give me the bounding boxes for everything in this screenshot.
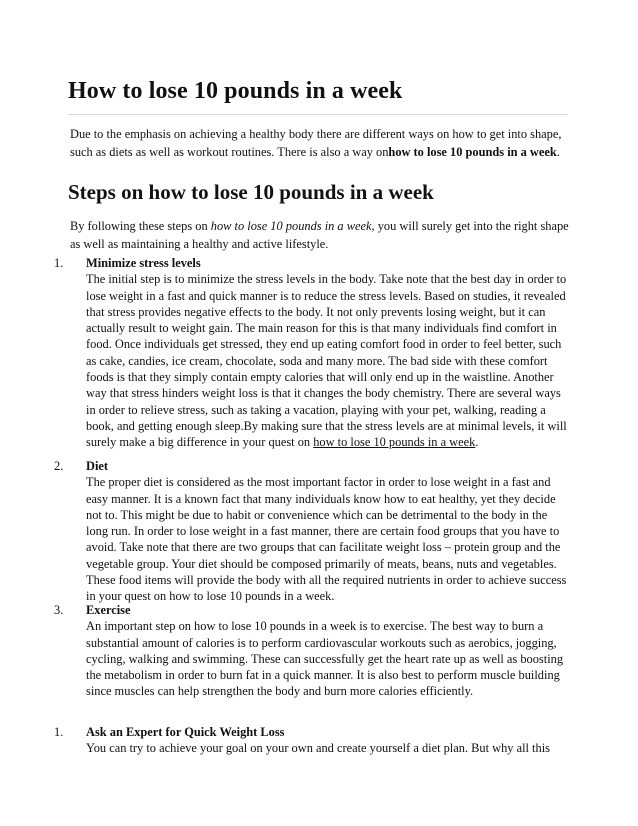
step-body: [86, 458, 570, 605]
step-text: The proper diet is considered as the most important factor in order to lose weight in a fast and easy manner. It is a known fact that many individuals know how to eat healthy, yet they decide not to. This might be due to habit or convenience which can be detrimental to the body in the long run. In order to lose weight in a fast manner, there are certain food groups that you have to avoid. Take note that there are two groups that can facilitate weight loss – protein group and the vegetable group. Your diet should be composed primarily of meats, beans, nuts and vegetables. These food items will provide the body with all the required nutrients in order to achieve success in your quest on how to lose 10 pounds in a week.: [86, 475, 567, 604]
list-number: 1.: [54, 256, 64, 270]
step-text: You can try to achieve your goal on your own and create yourself a diet plan. But why all this: [86, 741, 550, 756]
step-link[interactable]: how to lose 10 pounds in a week: [313, 435, 476, 450]
title-divider: [68, 114, 568, 115]
intro-bold-phrase: how to lose 10 pounds in a week: [388, 145, 557, 160]
step-body: [86, 724, 570, 757]
step-title: Exercise: [86, 603, 131, 617]
intro-end: .: [556, 145, 560, 160]
list-number: 3.: [54, 603, 64, 617]
lead-italic-phrase: how to lose 10 pounds in a week: [210, 219, 372, 233]
intro-paragraph: [70, 125, 570, 162]
list-number: 2.: [54, 459, 64, 473]
step-text: An important step on how to lose 10 pounds in a week is to exercise. The best way to burn a substantial amount of calories is to perform cardiovascular workouts such as aerobics, jogging, cycling, walking and swimming. These can successfully get the heart rate up as well as boosting the metabolism in order to burn fat in a quick manner. It is also best to perform muscle building since muscles can help strengthen the body and burn more calories efficiently.: [86, 619, 564, 699]
lead-after: , you will surely get into the right shape as well as maintaining a healthy and active lifestyle.: [70, 219, 569, 252]
step-body: [86, 602, 570, 700]
step-title: Ask an Expert for Quick Weight Loss: [86, 725, 285, 739]
steps-heading: Steps on how to lose 10 pounds in a week: [68, 180, 434, 204]
step-body: [86, 255, 570, 451]
lead-before: By following these steps on: [70, 219, 211, 233]
step-title: Diet: [86, 459, 109, 473]
lead-paragraph: [70, 217, 570, 254]
article-title: How to lose 10 pounds in a week: [68, 78, 403, 104]
list-number: 1.: [54, 725, 64, 739]
step-title: Minimize stress levels: [86, 256, 201, 270]
intro-text: Due to the emphasis on achieving a healthy body there are different ways on how to get into shape, such as diets as well as workout routines. There is also a way on: [70, 127, 562, 160]
step-text: The initial step is to minimize the stress levels in the body. Take note that the best day in order to lose weight in a fast and quick manner is to reduce the stress levels. Based on studies, it revealed that stress provides negative effects to the body. It not only prevents losing weight, but it can actually result to weight gain. The main reason for this is that many individuals find comfort in food. Once individuals get stressed, they end up eating comfort food in order to feel better, such as cake, candies, ice cream, chocolate, soda and many more. The bad side with these comfort foods is that they simply contain empty calories that will only end up in the waistline. Another way that stress hinders weight loss is that it changes the body chemistry. There are several ways in order to relieve stress, such as taking a vacation, playing with your pet, walking, reading a book, and getting enough sleep.By making sure that the stress levels are at minimal levels, it will surely make a big difference in your quest on: [86, 272, 567, 450]
step-end: .: [475, 435, 479, 450]
